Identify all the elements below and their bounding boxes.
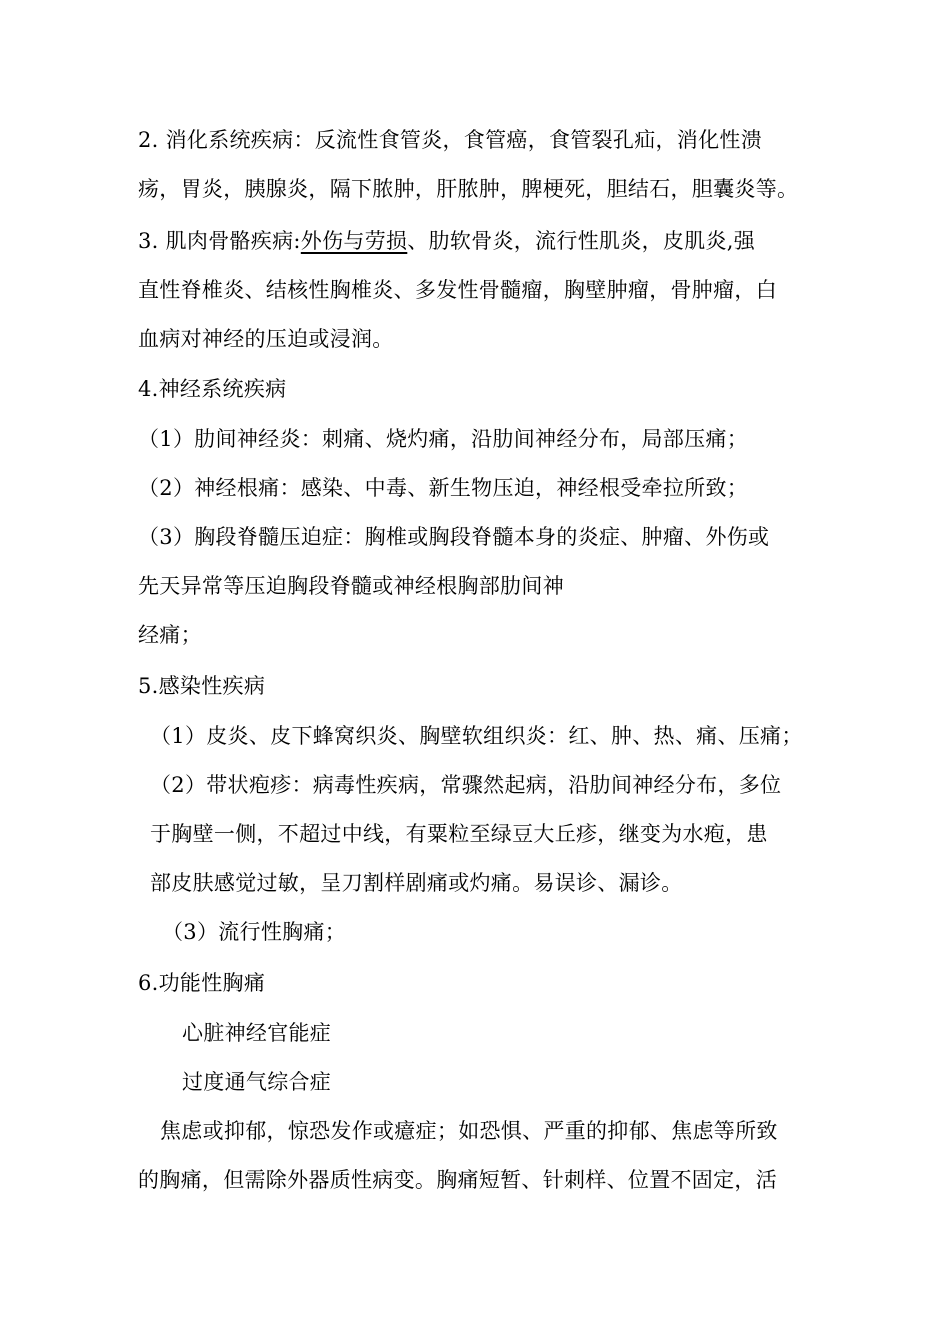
text-line-10: 先天异常等压迫胸段脊髓或神经根胸部肋间神 (138, 574, 564, 598)
text-line-16: 部皮肤感觉过敏，呈刀割样剧痛或灼痛。易误诊、漏诊。 (150, 871, 683, 895)
section-heading-4: 4.神经系统疾病 (138, 377, 287, 401)
section-heading-5: 5.感染性疾病 (138, 674, 266, 698)
underlined-term: 外伤与劳损 (300, 229, 408, 253)
text-line-5: 血病对神经的压迫或浸润。 (138, 327, 394, 351)
text-line-9: （3）胸段脊髓压迫症：胸椎或胸段脊髓本身的炎症、肿瘤、外伤或 (138, 525, 770, 549)
text-line-1: 2. 消化系统疾病：反流性食管炎，食管癌，食管裂孔疝，消化性溃 (138, 128, 763, 152)
text-line-22: 的胸痛，但需除外器质性病变。胸痛短暂、针刺样、位置不固定，活 (138, 1168, 777, 1192)
text-line-21: 焦虑或抑郁，惊恐发作或癔症；如恐惧、严重的抑郁、焦虑等所致 (160, 1119, 778, 1143)
text-line-20: 过度通气综合症 (182, 1070, 332, 1094)
text-line-17: （3）流行性胸痛； (162, 920, 347, 944)
text-line-15: 于胸壁一侧，不超过中线，有粟粒至绿豆大丘疹，继变为水疱，患 (150, 822, 768, 846)
text-line-3-before: 3. 肌肉骨骼疾病: (138, 229, 301, 253)
text-line-2: 疡，胃炎，胰腺炎，隔下脓肿，肝脓肿，脾梗死，胆结石，胆囊炎等。 (138, 177, 799, 201)
text-line-3-after: 、肋软骨炎，流行性肌炎，皮肌炎,强 (407, 229, 756, 253)
text-line-14: （2）带状疱疹：病毒性疾病，常骤然起病，沿肋间神经分布，多位 (150, 773, 782, 797)
text-line-19: 心脏神经官能症 (182, 1021, 332, 1045)
text-line-7: （1）肋间神经炎：刺痛、烧灼痛，沿肋间神经分布，局部压痛； (138, 427, 749, 451)
text-line-8: （2）神经根痛：感染、中毒、新生物压迫，神经根受牵拉所致； (138, 476, 749, 500)
text-line-3 (138, 227, 755, 255)
text-line-11: 经痛； (138, 623, 202, 647)
text-line-13: （1）皮炎、皮下蜂窝织炎、胸壁软组织炎：红、肿、热、痛、压痛； (150, 724, 803, 748)
text-line-4: 直性脊椎炎、结核性胸椎炎、多发性骨髓瘤，胸壁肿瘤，骨肿瘤，白 (138, 278, 777, 302)
section-heading-6: 6.功能性胸痛 (138, 971, 266, 995)
